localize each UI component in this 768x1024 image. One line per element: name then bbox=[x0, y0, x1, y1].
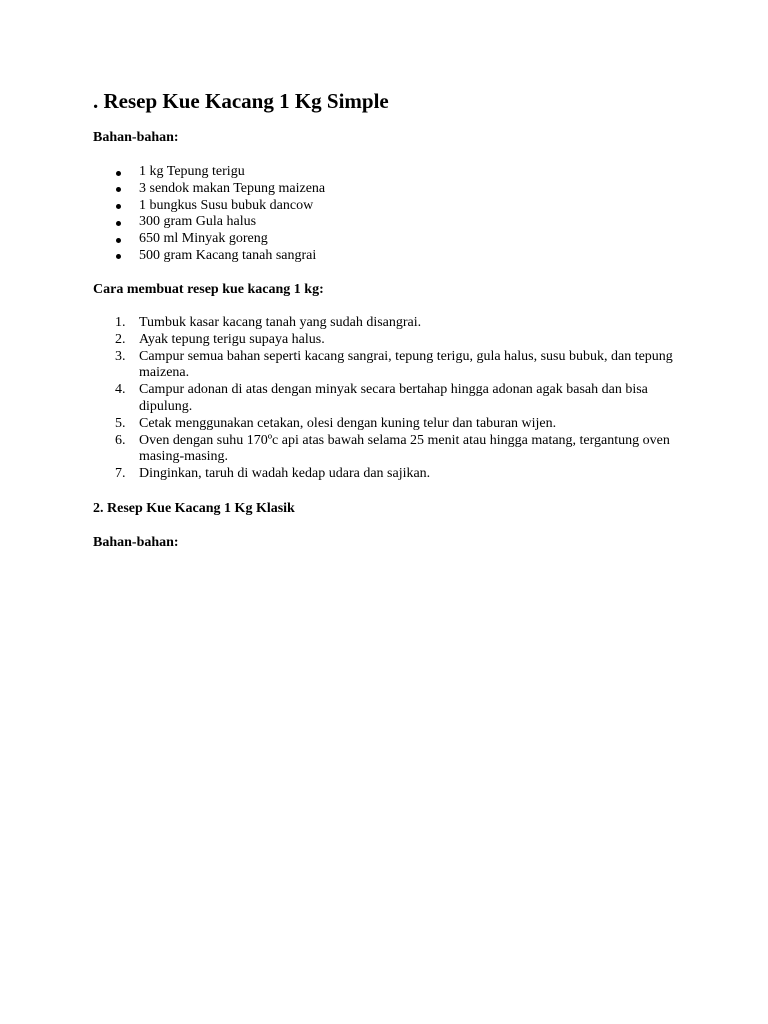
method-step bbox=[0, 332, 768, 349]
step-number: 2. bbox=[115, 331, 126, 347]
recipe-title: . Resep Kue Kacang 1 Kg Simple bbox=[93, 89, 389, 113]
method-steps-list bbox=[0, 315, 768, 483]
bullet-icon bbox=[116, 204, 121, 209]
step-text: Campur adonan di atas dengan minyak secara bertahap hingga adonan agak basah dan bisa dipulung. bbox=[139, 382, 648, 414]
step-number: 6. bbox=[115, 432, 126, 448]
ingredient-text: 300 gram Gula halus bbox=[139, 214, 257, 230]
ingredient-text: 1 bungkus Susu bubuk dancow bbox=[139, 197, 314, 213]
method-step bbox=[0, 349, 768, 383]
ingredient-item bbox=[0, 214, 768, 231]
method-step bbox=[0, 416, 768, 433]
recipe-2-title: 2. Resep Kue Kacang 1 Kg Klasik bbox=[93, 501, 295, 516]
step-number: 5. bbox=[115, 415, 126, 431]
bullet-icon bbox=[116, 254, 121, 259]
step-text: Dinginkan, taruh di wadah kedap udara dan sajikan. bbox=[139, 466, 431, 482]
step-number: 4. bbox=[115, 382, 126, 398]
ingredient-item bbox=[0, 231, 768, 248]
step-number: 7. bbox=[115, 466, 126, 482]
ingredient-text: 1 kg Tepung terigu bbox=[139, 164, 245, 179]
step-number: 3. bbox=[115, 348, 126, 364]
method-step bbox=[0, 315, 768, 332]
method-step bbox=[0, 433, 768, 467]
method-heading: Cara membuat resep kue kacang 1 kg: bbox=[93, 282, 324, 297]
bullet-icon bbox=[116, 238, 121, 243]
ingredient-item bbox=[0, 198, 768, 215]
ingredients-list bbox=[0, 164, 768, 265]
ingredient-text: 500 gram Kacang tanah sangrai bbox=[139, 247, 317, 263]
bullet-icon bbox=[116, 187, 121, 192]
bullet-icon bbox=[116, 221, 121, 226]
step-text: Cetak menggunakan cetakan, olesi dengan kuning telur dan taburan wijen. bbox=[139, 415, 557, 431]
method-step bbox=[0, 382, 768, 416]
bullet-icon bbox=[116, 171, 121, 176]
ingredient-item bbox=[0, 248, 768, 265]
step-number: 1. bbox=[115, 315, 126, 330]
ingredient-text: 3 sendok makan Tepung maizena bbox=[139, 180, 326, 196]
step-text: Tumbuk kasar kacang tanah yang sudah disangrai. bbox=[139, 315, 422, 330]
ingredients-heading: Bahan-bahan: bbox=[93, 130, 179, 145]
step-text: Oven dengan suhu 170ºc api atas bawah selama 25 menit atau hingga matang, tergantung oven masing-masing. bbox=[139, 432, 670, 465]
step-text: Ayak tepung terigu supaya halus. bbox=[139, 331, 325, 347]
step-text: Campur semua bahan seperti kacang sangrai, tepung terigu, gula halus, susu bubuk, dan tepung maizena. bbox=[139, 348, 673, 381]
ingredient-text: 650 ml Minyak goreng bbox=[139, 231, 268, 247]
ingredients-heading-2: Bahan-bahan: bbox=[93, 535, 179, 550]
ingredient-item bbox=[0, 181, 768, 198]
method-step bbox=[0, 466, 768, 483]
ingredient-item bbox=[0, 164, 768, 181]
